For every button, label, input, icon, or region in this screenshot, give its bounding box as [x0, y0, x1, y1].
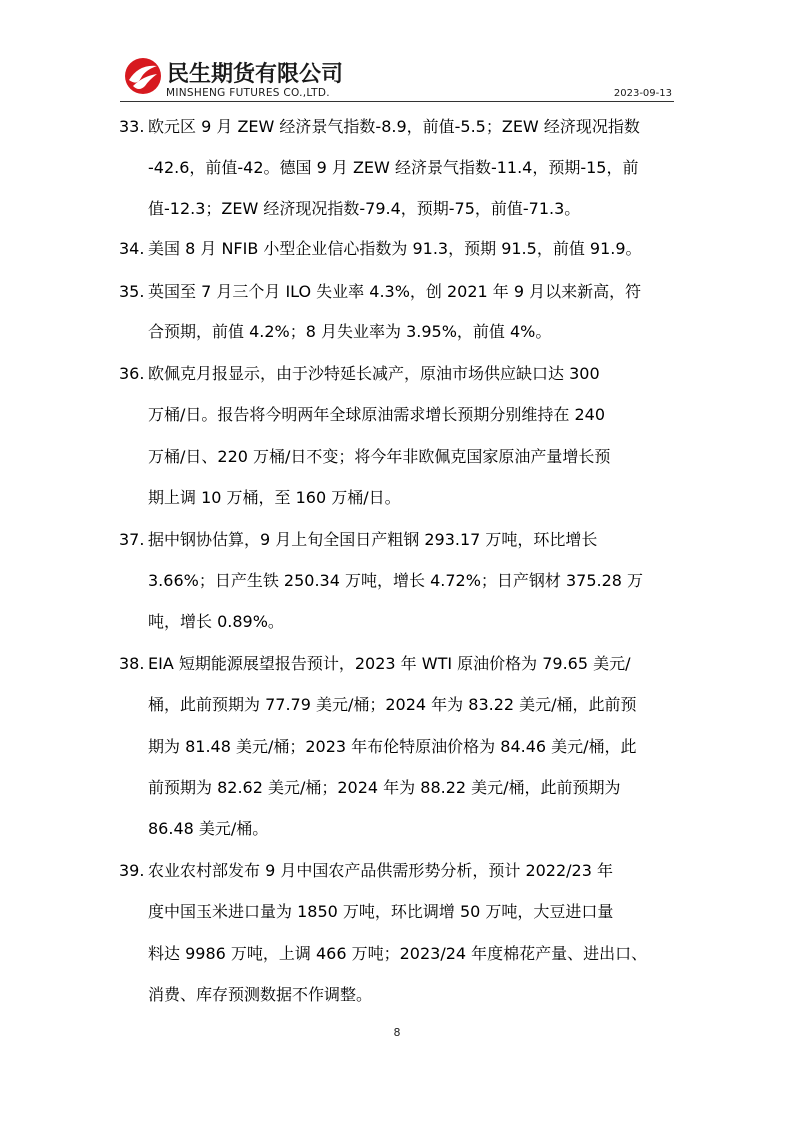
item-text-line: 料达 9986 万吨，上调 466 万吨；2023/24 年度棉花产量、进出口、 [148, 944, 648, 963]
item-number: 39. [119, 861, 145, 880]
item-text-line: 值-12.3；ZEW 经济现况指数-79.4，预期-75，前值-71.3。 [148, 199, 581, 218]
item-number: 33. [119, 117, 145, 136]
item-number: 38. [119, 654, 145, 673]
company-name-cn: 民生期货有限公司 [167, 62, 344, 87]
item-text-line: -42.6，前值-42。德国 9 月 ZEW 经济景气指数-11.4，预期-15，前 [148, 158, 639, 177]
item-text-line: 农业农村部发布 9 月中国农产品供需形势分析，预计 2022/23 年 [148, 861, 613, 880]
item-text-line: 万桶/日。报告将今明两年全球原油需求增长预期分别维持在 240 [148, 405, 606, 424]
company-logo-icon [123, 56, 163, 96]
item-text-line: 美国 8 月 NFIB 小型企业信心指数为 91.3，预期 91.5，前值 91.9。 [148, 239, 642, 258]
item-text-line: 桶，此前预期为 77.79 美元/桶；2024 年为 83.22 美元/桶，此前预 [148, 695, 637, 714]
item-number: 37. [119, 530, 145, 549]
item-text-line: 前预期为 82.62 美元/桶；2024 年为 88.22 美元/桶，此前预期为 [148, 778, 621, 797]
item-text-line: 合预期，前值 4.2%；8 月失业率为 3.95%，前值 4%。 [148, 322, 552, 341]
item-number: 35. [119, 282, 145, 301]
item-text-line: 欧佩克月报显示，由于沙特延长减产，原油市场供应缺口达 300 [148, 364, 600, 383]
item-text-line: 3.66%；日产生铁 250.34 万吨，增长 4.72%；日产钢材 375.28 万 [148, 571, 644, 590]
item-text-line: EIA 短期能源展望报告预计，2023 年 WTI 原油价格为 79.65 美元/ [148, 654, 631, 673]
item-number: 34. [119, 239, 145, 258]
item-text-line: 消费、库存预测数据不作调整。 [148, 985, 373, 1004]
item-text-line: 万桶/日、220 万桶/日不变；将今年非欧佩克国家原油产量增长预 [148, 447, 611, 466]
item-text-line: 欧元区 9 月 ZEW 经济景气指数-8.9，前值-5.5；ZEW 经济现况指数 [148, 117, 640, 136]
item-text-line: 吨，增长 0.89%。 [148, 612, 284, 631]
item-number: 36. [119, 364, 145, 383]
item-text-line: 度中国玉米进口量为 1850 万吨，环比调增 50 万吨，大豆进口量 [148, 902, 614, 921]
item-text-line: 期为 81.48 美元/桶；2023 年布伦特原油价格为 84.46 美元/桶，此 [148, 737, 637, 756]
page-number: 8 [393, 1026, 401, 1039]
item-text-line: 期上调 10 万桶，至 160 万桶/日。 [148, 488, 401, 507]
company-name-en: MINSHENG FUTURES CO.,LTD. [166, 87, 330, 99]
item-text-line: 86.48 美元/桶。 [148, 819, 269, 838]
header-divider [120, 101, 674, 102]
report-date: 2023-09-13 [613, 88, 672, 99]
item-text-line: 据中钢协估算，9 月上旬全国日产粗钢 293.17 万吨，环比增长 [148, 530, 598, 549]
item-text-line: 英国至 7 月三个月 ILO 失业率 4.3%，创 2021 年 9 月以来新高，符 [148, 282, 642, 301]
